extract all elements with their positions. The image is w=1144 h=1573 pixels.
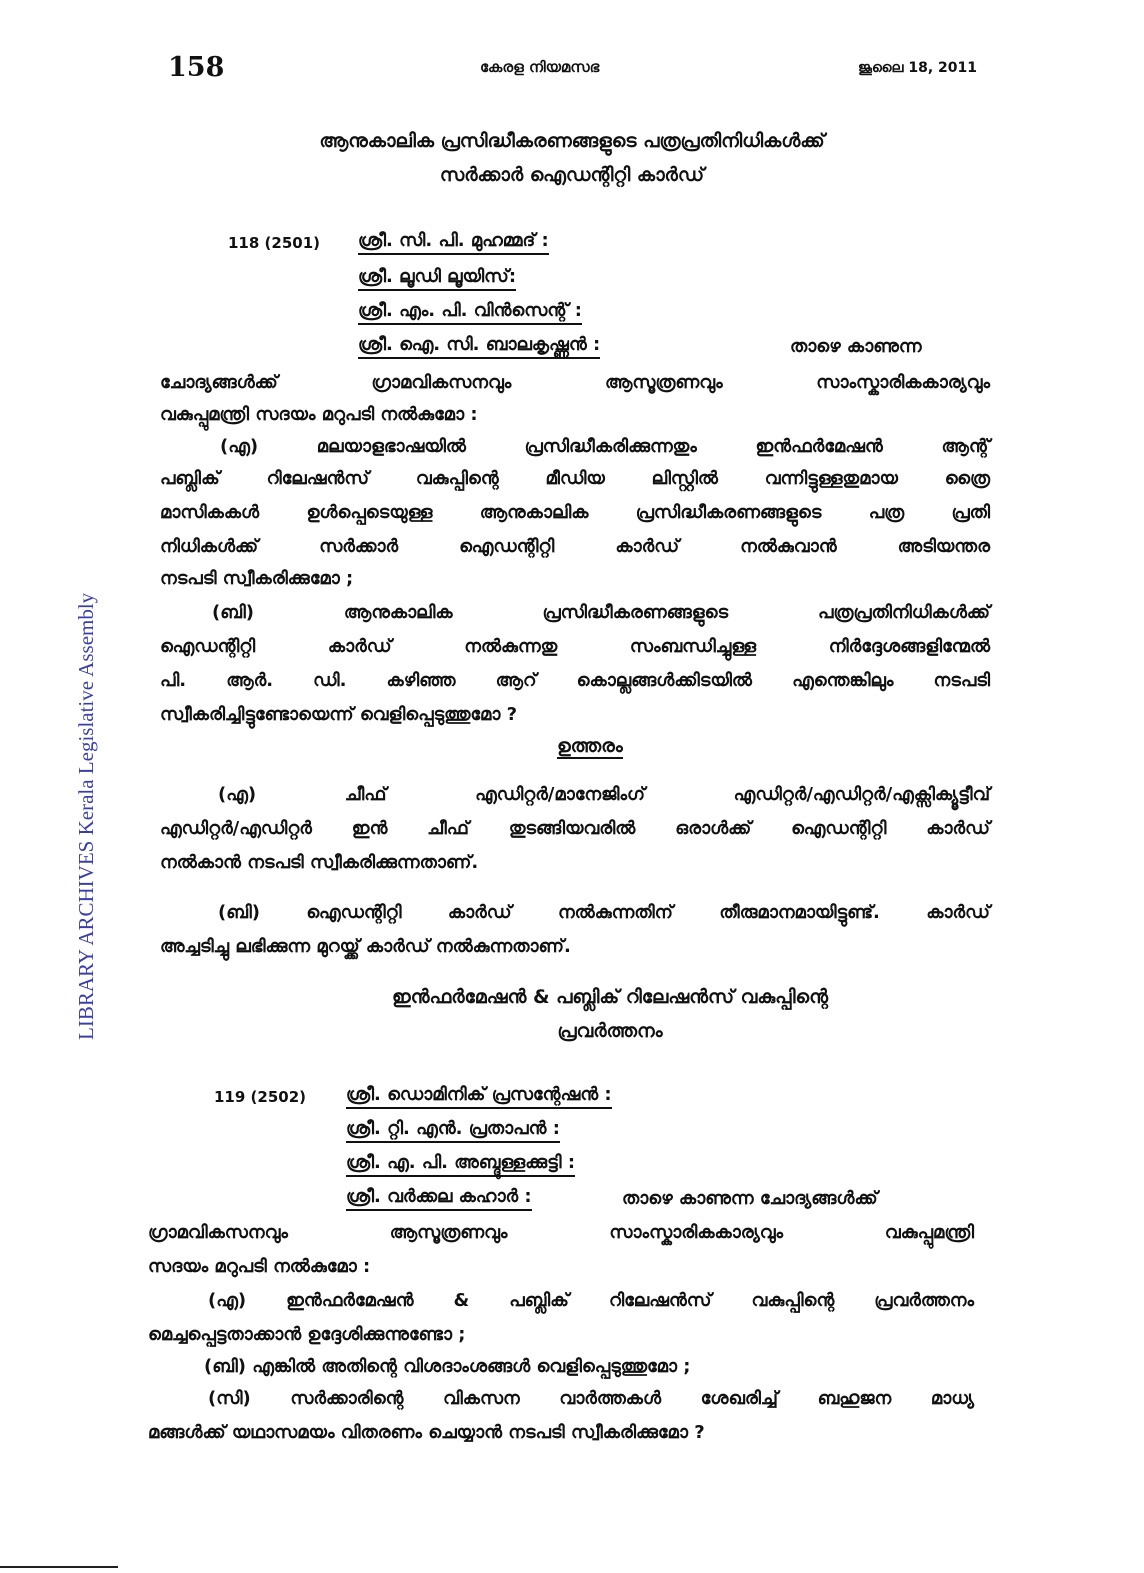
header-date: ജൂലൈ 18, 2011 <box>858 60 978 76</box>
question-number: 119 (2502) <box>214 1088 306 1106</box>
member-name: ശ്രീ. എ. പി. അബ്ദുള്ളക്കുട്ടി : <box>346 1152 575 1177</box>
member-name: ശ്രീ. എം. പി. വിൻസെന്റ് : <box>358 300 582 325</box>
section2-title-line1: ഇൻഫർമേഷൻ & പബ്ലിക് റിലേഷൻസ് വകുപ്പിന്റെ <box>392 986 828 1008</box>
answer-a-line: നൽകാൻ നടപടി സ്വീകരിക്കുന്നതാണ്. <box>160 852 479 873</box>
section2-title-line2: പ്രവർത്തനം <box>557 1020 663 1042</box>
member-name: ശ്രീ. ഐ. സി. ബാലകൃഷ്ണൻ : <box>358 334 600 359</box>
intro-line: ഗ്രാമവികസനവും ആസൂത്രണവും സാംസ്കാരികകാര്യവും വകുപ്പുമന്ത്രി <box>148 1222 974 1243</box>
section1-title-line1: ആനുകാലിക പ്രസിദ്ധീകരണങ്ങളുടെ പത്രപ്രതിനിധികൾക്ക് <box>319 130 825 152</box>
member-name: ശ്രീ. റ്റി. എൻ. പ്രതാപൻ : <box>346 1118 560 1143</box>
question-c-line: (സി) സർക്കാരിന്റെ വികസന വാർത്തകൾ ശേഖരിച്ച് ബഹുജന മാധ്യ <box>208 1388 974 1409</box>
question-c-line: മങ്ങൾക്ക് യഥാസമയം വിതരണം ചെയ്യാൻ നടപടി സ്വീകരിക്കുമോ ? <box>148 1422 705 1443</box>
member-name: ശ്രീ. വർക്കല കഹാർ : <box>346 1186 532 1211</box>
answer-a-line: (എ) ചീഫ് എഡിറ്റർ/മാനേജിംഗ് എഡിറ്റർ/എഡിറ്റർ/എക്സിക്യൂട്ടീവ് <box>218 784 990 805</box>
members-tail: താഴെ കാണുന്ന ചോദ്യങ്ങൾക്ക് <box>622 1188 878 1209</box>
answer-a-line: എഡിറ്റർ/എഡിറ്റർ ഇൻ ചീഫ് തുടങ്ങിയവരിൽ ഒരാൾക്ക് ഐഡന്റിറ്റി കാർഡ് <box>160 818 990 839</box>
question-b-line: (ബി) ആനുകാലിക പ്രസിദ്ധീകരണങ്ങളുടെ പത്രപ്രതിനിധികൾക്ക് <box>212 602 990 623</box>
intro-line: ചോദ്യങ്ങൾക്ക് ഗ്രാമവികസനവും ആസൂത്രണവും സാംസ്കാരികകാര്യവും <box>160 372 990 393</box>
footer-rule <box>0 1566 118 1568</box>
question-a-line: നടപടി സ്വീകരിക്കുമോ ; <box>160 568 354 589</box>
answer-b-line: (ബി) ഐഡന്റിറ്റി കാർഡ് നൽകുന്നതിന് തീരുമാനമായിട്ടുണ്ട്. കാർഡ് <box>218 902 990 923</box>
page-number: 158 <box>168 52 225 83</box>
answer-heading: ഉത്തരം <box>557 735 623 757</box>
members-tail: താഴെ കാണുന്ന <box>790 336 922 357</box>
question-a-line: (എ) ഇൻഫർമേഷൻ & പബ്ലിക് റിലേഷൻസ് വകുപ്പിന്റെ പ്രവർത്തനം <box>208 1290 974 1311</box>
member-name: ശ്രീ. ഡൊമിനിക് പ്രസന്റേഷൻ : <box>346 1084 612 1109</box>
question-b-line: സ്വീകരിച്ചിട്ടുണ്ടോയെന്ന് വെളിപ്പെടുത്തുമോ ? <box>160 704 518 725</box>
question-a-line: മെച്ചപ്പെട്ടതാക്കാൻ ഉദ്ദേശിക്കുന്നുണ്ടോ ; <box>148 1324 466 1345</box>
question-b-line: (ബി) എങ്കിൽ അതിന്റെ വിശദാംശങ്ങൾ വെളിപ്പെടുത്തുമോ ; <box>204 1356 691 1377</box>
archive-watermark: LIBRARY ARCHIVES Kerala Legislative Assembly <box>74 592 98 1040</box>
member-name: ശ്രീ. സി. പി. മുഹമ്മദ് : <box>358 230 549 255</box>
question-b-line: പി. ആർ. ഡി. കഴിഞ്ഞ ആറ് കൊല്ലങ്ങൾക്കിടയിൽ എന്തെങ്കിലും നടപടി <box>160 670 990 691</box>
question-b-line: ഐഡന്റിറ്റി കാർഡ് നൽകുന്നതു സംബന്ധിച്ചുള്ള നിർദ്ദേശങ്ങളിന്മേൽ <box>160 636 990 657</box>
section1-title-line2: സർക്കാർ ഐഡന്റിറ്റി കാർഡ് <box>439 164 705 186</box>
answer-b-line: അച്ചടിച്ചു ലഭിക്കുന്ന മുറയ്ക്ക് കാർഡ് നൽകുന്നതാണ്. <box>160 936 571 957</box>
question-a-line: നിധികൾക്ക് സർക്കാർ ഐഡന്റിറ്റി കാർഡ് നൽകുവാൻ അടിയന്തര <box>160 536 990 557</box>
question-a-line: (എ) മലയാളഭാഷയിൽ പ്രസിദ്ധീകരിക്കുന്നതും ഇൻഫർമേഷൻ ആന്റ് <box>220 436 990 457</box>
member-name: ശ്രീ. ലൂഡി ലൂയിസ്: <box>358 266 516 291</box>
question-a-line: പബ്ലിക് റിലേഷൻസ് വകുപ്പിന്റെ മീഡിയ ലിസ്റ്റിൽ വന്നിട്ടുള്ളതുമായ ത്രൈ <box>160 468 990 489</box>
intro-line: വകുപ്പുമന്ത്രി സദയം മറുപടി നൽകുമോ : <box>160 404 478 425</box>
intro-line: സദയം മറുപടി നൽകുമോ : <box>148 1256 371 1277</box>
question-number: 118 (2501) <box>228 234 320 252</box>
question-a-line: മാസികകൾ ഉൾപ്പെടെയുള്ള ആനുകാലിക പ്രസിദ്ധീകരണങ്ങളുടെ പത്ര പ്രതി <box>160 502 990 523</box>
running-header: കേരള നിയമസഭ <box>480 58 600 76</box>
